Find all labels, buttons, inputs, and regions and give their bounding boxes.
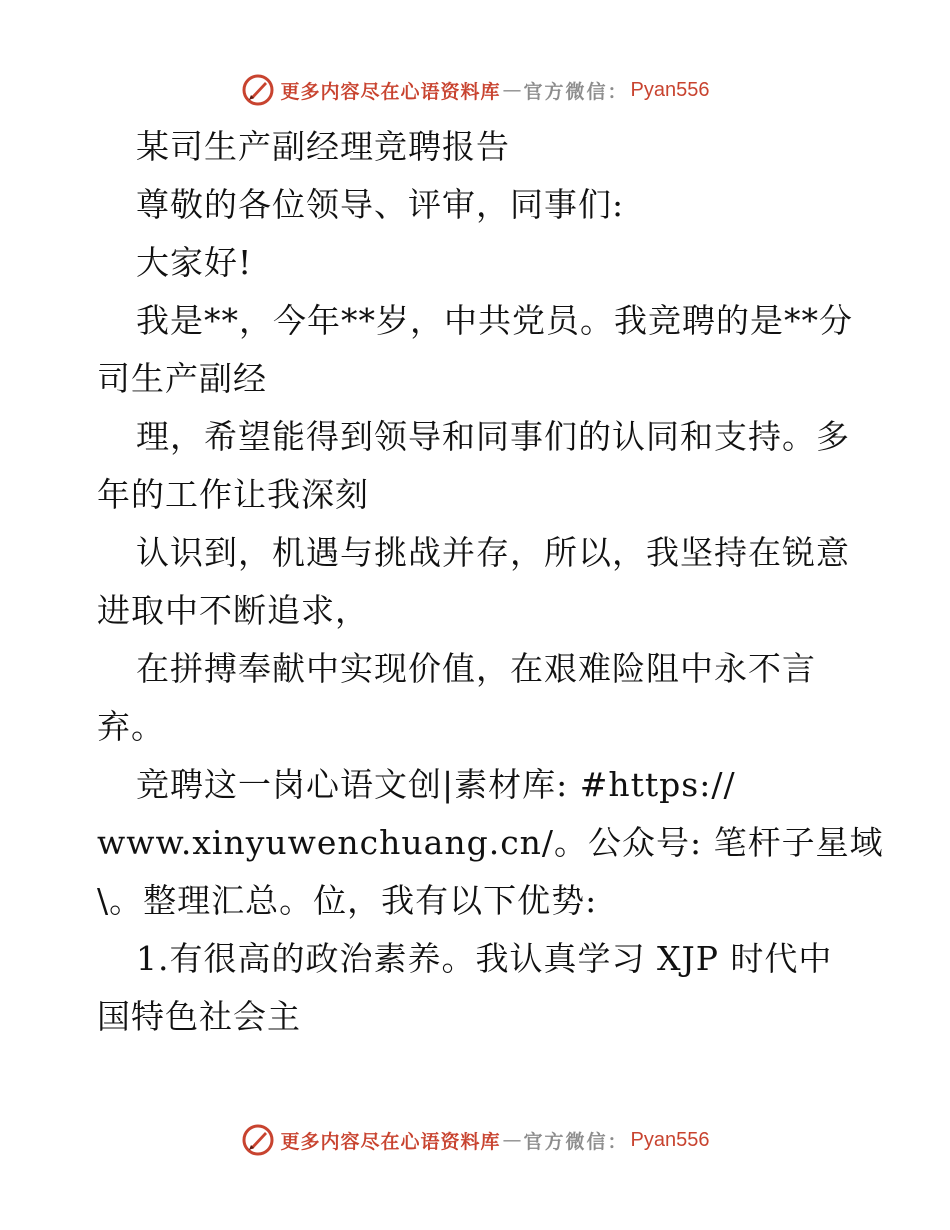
text-line: 进取中不断追求， (97, 591, 369, 630)
text-line: 1.有很高的政治素养。我认真学习 XJP 时代中 (136, 939, 833, 978)
quill-pen-logo-icon (241, 73, 275, 107)
document-title: 某司生产副经理竞聘报告 (136, 127, 510, 166)
promo-text: 更多内容尽在心语资料库 (280, 80, 501, 103)
text-line: 国特色社会主 (97, 997, 301, 1036)
text-line: 认识到，机遇与挑战并存，所以，我坚持在锐意 (136, 533, 850, 572)
banner-separator: — (502, 1129, 522, 1151)
banner-separator: — (502, 79, 522, 101)
greeting: 大家好! (136, 243, 253, 282)
text-line: 我是**，今年**岁，中共党员。我竞聘的是**分 (136, 301, 853, 340)
document-body (97, 118, 884, 1046)
wechat-handle: Pyan556 (630, 78, 710, 101)
text-line: 理，希望能得到领导和同事们的认同和支持。多 (136, 417, 850, 456)
wechat-label: 官方微信： (523, 1130, 629, 1153)
salutation: 尊敬的各位领导、评审，同事们: (136, 185, 625, 224)
text-line: \。整理汇总。位，我有以下优势: (97, 881, 598, 920)
quill-pen-logo-icon (241, 1123, 275, 1157)
promo-text: 更多内容尽在心语资料库 (280, 1130, 501, 1153)
text-line: www.xinyuwenchuang.cn/。公众号: 笔杆子星域 (97, 823, 884, 862)
text-line: 弃。 (97, 707, 165, 746)
text-line: 年的工作让我深刻 (97, 475, 369, 514)
wechat-label: 官方微信： (523, 80, 629, 103)
wechat-handle: Pyan556 (630, 1128, 710, 1151)
text-line: 在拼搏奉献中实现价值，在艰难险阻中永不言 (136, 649, 816, 688)
text-line: 司生产副经 (97, 359, 267, 398)
footer-banner (0, 1120, 950, 1160)
text-line: 竞聘这一岗心语文创|素材库: #https:// (136, 765, 736, 804)
header-banner (0, 70, 950, 110)
